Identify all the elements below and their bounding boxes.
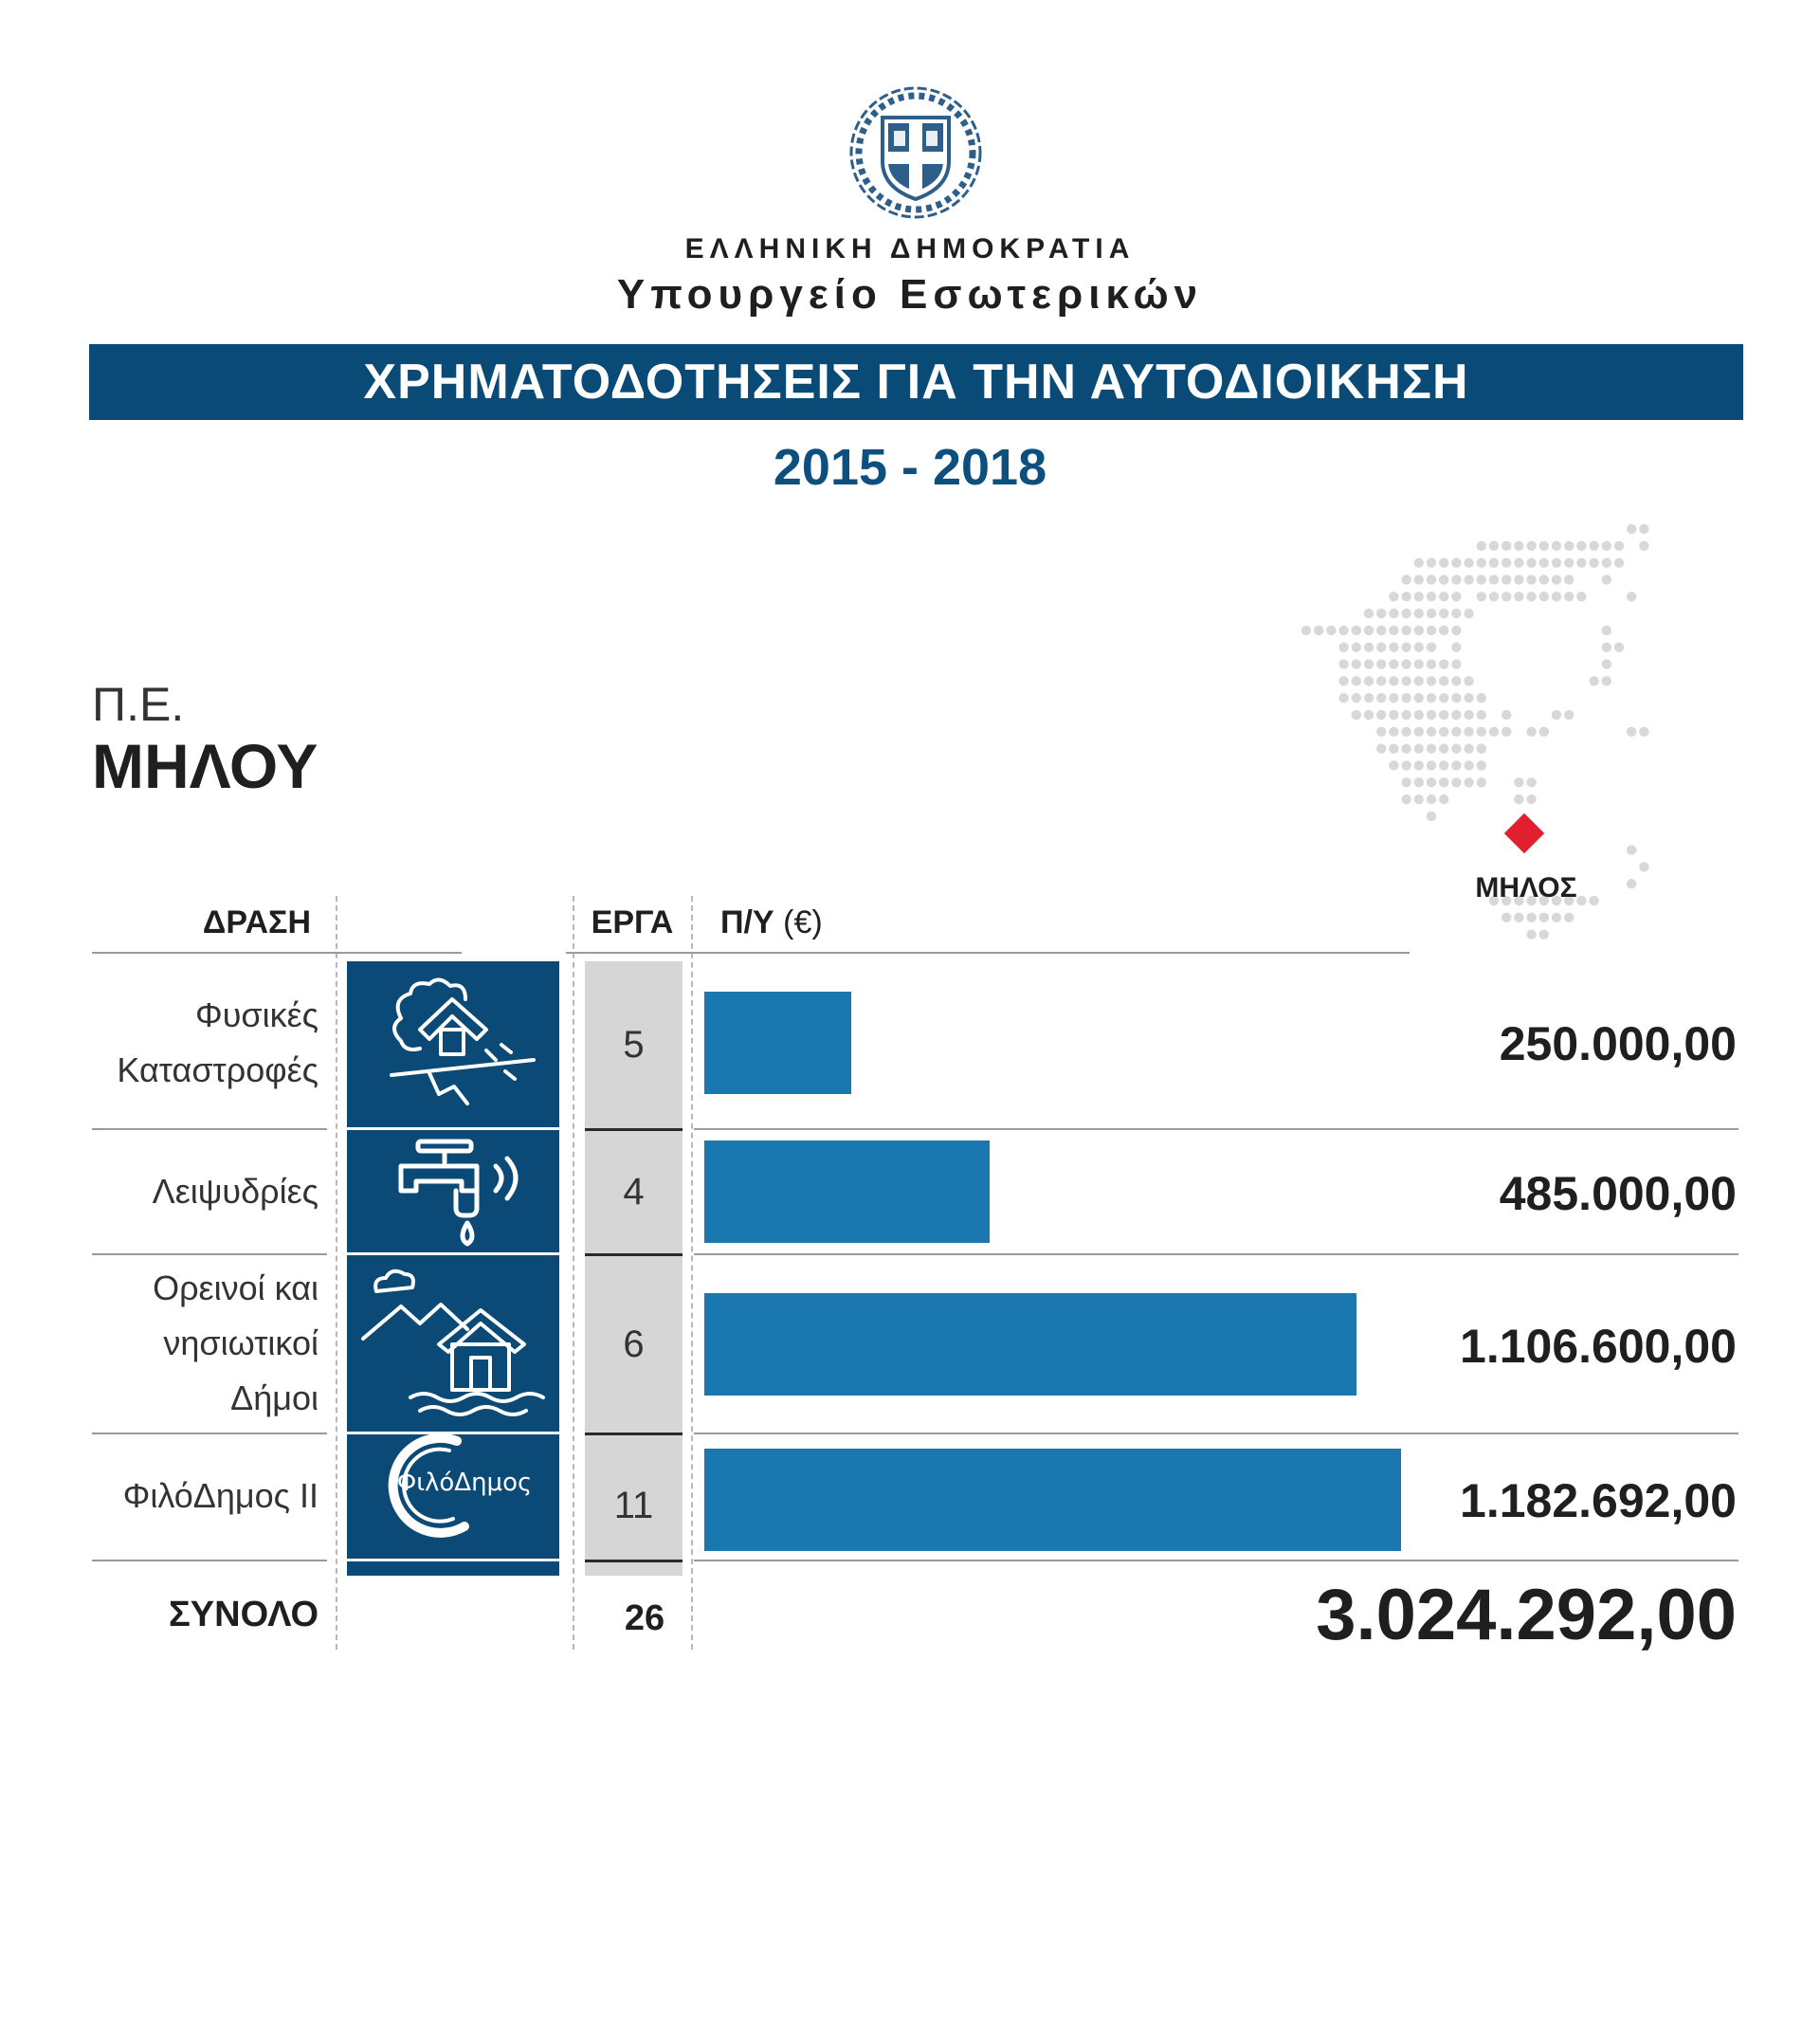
separator-dashed [691,896,693,1650]
separator-dashed [573,896,574,1650]
row-label-filodimos: ΦιλόΔημος ΙΙ [122,1476,318,1515]
value-label: 485.000,00 [1499,1167,1737,1220]
row-label-natural-disasters: Φυσικές Καταστροφές [117,995,318,1089]
total-projects: 26 [624,1598,665,1638]
budget-unit: (€) [783,904,823,940]
mountain-island-house-icon [354,1253,553,1424]
project-count: 4 [585,1131,682,1253]
map-label-milos: ΜΗΛΟΣ [1475,872,1577,903]
greece-dot-map [1299,520,1659,984]
project-count: 6 [585,1256,682,1433]
row-divider [694,1560,1738,1561]
row-label-water-shortage: Λειψυδρίες [152,1172,318,1211]
row-divider [92,1433,327,1434]
row-divider [92,1253,327,1255]
value-label: 250.000,00 [1499,1017,1737,1070]
filodimos-logo-text: ΦιλόΔημος [396,1469,533,1497]
funding-banner: ΧΡΗΜΑΤΟΔΟΤΗΣΕΙΣ ΓΙΑ ΤΗΝ ΑΥΤΟΔΙΟΙΚΗΣΗ [89,344,1743,420]
total-value: 3.024.292,00 [1316,1575,1737,1655]
row-divider [694,1253,1738,1255]
count-seam [585,1560,682,1562]
value-label: 1.106.600,00 [1460,1320,1737,1373]
icon-seam [347,1252,559,1255]
years-range: 2015 - 2018 [773,439,1047,496]
natural-disaster-icon [363,961,543,1128]
row-divider [92,1560,327,1561]
bar-water-shortage [704,1141,990,1243]
bar-mountain-island [704,1293,1356,1396]
region-name: ΜΗΛΟΥ [92,731,318,801]
column-header-budget [720,904,823,941]
row-divider [92,1128,327,1130]
greek-emblem-icon [846,83,985,222]
separator-dashed [336,896,337,1650]
region-prefix: Π.Ε. [92,678,185,731]
project-count: 11 [585,1435,682,1576]
budget-label: Π/Υ [720,904,774,940]
header-rule [92,952,462,954]
count-seam [585,1128,682,1131]
count-seam [585,1253,682,1256]
value-label: 1.182.692,00 [1460,1474,1737,1527]
ministry-title: Υπουργείο Εσωτερικών [616,271,1204,318]
column-header-projects: ΕΡΓΑ [591,904,674,940]
republic-title: ΕΛΛΗΝΙΚΗ ΔΗΜΟΚΡΑΤΙΑ [684,233,1136,265]
icon-column [347,961,559,1576]
count-seam [585,1433,682,1435]
filodimos-logo-icon [358,1424,548,1545]
row-divider [694,1433,1738,1434]
icon-seam [347,1127,559,1130]
icon-seam [347,1432,559,1434]
total-label: ΣΥΝΟΛΟ [168,1595,318,1634]
milos-marker [1504,813,1544,853]
water-tap-icon [363,1128,543,1253]
header-rule [566,952,1410,954]
bar-natural-disasters [704,992,851,1094]
icon-seam [347,1559,559,1561]
project-count: 5 [585,961,682,1128]
column-header-action: ΔΡΑΣΗ [202,904,311,940]
row-divider [694,1128,1738,1130]
bar-filodimos [704,1449,1401,1551]
row-label-mountain-island: Ορεινοί και νησιωτικοί Δήμοι [153,1268,318,1417]
